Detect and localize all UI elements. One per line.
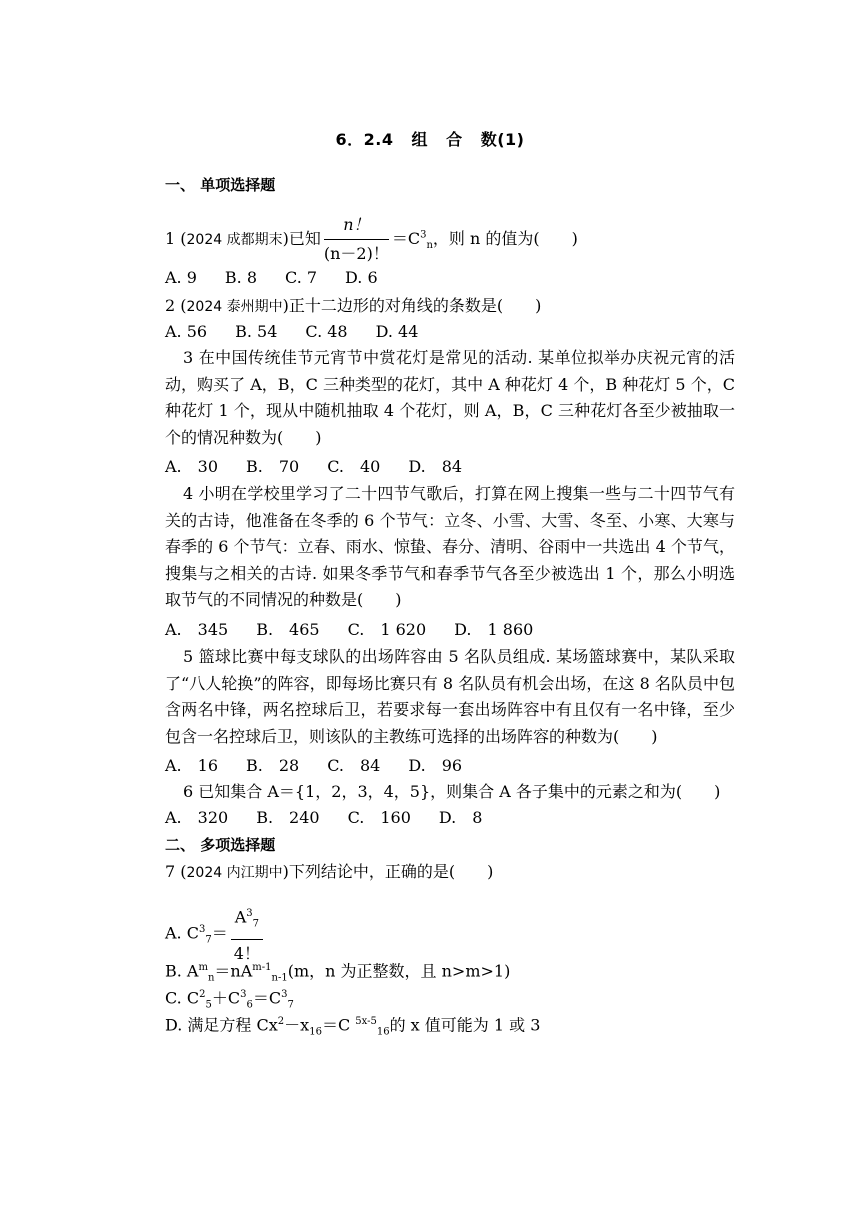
question-source: 2024 内江期中 <box>186 865 283 881</box>
option-c: C. 40 <box>327 457 381 476</box>
question-3-options <box>165 455 735 479</box>
question-7-option-d: D. 满足方程 $Cx^2-x_{16}=C$ $^{5x-5}_{16}$的 x 值可能为 1 或 3 <box>165 1015 541 1038</box>
option-a: A. 320 <box>165 808 229 827</box>
fraction: $\frac{n!}{(n-2)!}$ <box>323 215 389 263</box>
option-b: B. 240 <box>256 808 320 827</box>
question-4-options <box>165 618 735 642</box>
title-word-2: 合 <box>446 130 463 149</box>
question-1-options <box>165 266 735 290</box>
option-b: B. 465 <box>256 620 320 639</box>
question-7-option-c: C. $C^2_5+C^3_6=C^3_7$ <box>165 988 294 1011</box>
option-b: B. 54 <box>235 322 278 341</box>
option-b: B. 28 <box>246 756 300 775</box>
question-7: 7 (2024 内江期中)下列结论中，正确的是( ) <box>165 862 494 881</box>
option-a: A. 16 <box>165 756 219 775</box>
option-a: A. 56 <box>165 322 208 341</box>
question-1: 1 (2024 成都期末)已知 $\frac{n!}{(n-2)!}$ $=C^3_n$，则 n 的值为( ) <box>165 213 735 266</box>
section-heading-single-choice: 一、 单项选择题 <box>165 176 276 194</box>
option-c: C. 48 <box>305 322 348 341</box>
question-7-option-b: B. $A^m_n=nA^{m-1}_{n-1}(m$，n 为正整数，且 n>m>1) <box>165 961 511 984</box>
option-b: B. 8 <box>224 268 258 287</box>
question-7-option-a: A. $C^3_7=$ $\frac{A^3_7}{4!}$ <box>165 902 735 966</box>
question-3: 3 在中国传统佳节元宵节中赏花灯是常见的活动. 某单位拟举办庆祝元宵的活动，购买了 A，B，C 三种类型的花灯，其中 A 种花灯 4 个，B 种花灯 5 个，C 种花灯 1 个，现从中随机抽取 4 个花灯，则 A，B，C 三种花灯各至少被抽取一个的情况种数为( ) <box>165 348 735 447</box>
option-a: A. 345 <box>165 620 229 639</box>
question-6: 6 已知集合 A＝{1，2，3，4，5}，则集合 A 各子集中的元素之和为( ) <box>183 782 721 801</box>
title-number: 6．2.4 <box>335 130 394 149</box>
question-5-options <box>165 754 735 778</box>
option-d: D. 84 <box>408 457 463 476</box>
option-c: C. 84 <box>327 756 381 775</box>
question-source: 2024 成都期末 <box>186 232 283 248</box>
page-title <box>0 127 860 150</box>
title-word-1: 组 <box>411 130 429 149</box>
option-c: C. 7 <box>285 268 318 287</box>
option-d: D. 8 <box>438 808 483 827</box>
option-d: D. 96 <box>408 756 463 775</box>
option-c: C. 160 <box>347 808 411 827</box>
option-b: B. 70 <box>246 457 300 476</box>
fraction: $\frac{A^3_7}{4!}$ <box>231 902 263 966</box>
question-source: 2024 泰州期中 <box>186 299 283 315</box>
section-heading-multiple-choice: 二、 多项选择题 <box>165 836 276 854</box>
option-d: D. 1 860 <box>454 620 534 639</box>
option-d: D. 6 <box>345 268 378 287</box>
question-4: 4 小明在学校里学习了二十四节气歌后，打算在网上搜集一些与二十四节气有关的古诗，他准备在冬季的 6 个节气：立冬、小雪、大雪、冬至、小寒、大寒与春季的 6 个节气：立春、雨水、惊蛰、春分、清明、谷雨中一共选出 4 个节气，搜集与之相关的古诗. 如果冬季节气和春季节气各至少被选出 1 个，那么小明选取节气的不同情况的种数是( ) <box>165 484 735 609</box>
question-6-options <box>165 806 735 830</box>
question-2: 2 (2024 泰州期中)正十二边形的对角线的条数是( ) <box>165 296 542 315</box>
option-c: C. 1 620 <box>347 620 427 639</box>
option-a: A. 30 <box>165 457 219 476</box>
title-word-3: 数(1) <box>480 130 525 149</box>
question-2-options <box>165 320 735 344</box>
option-a: A. 9 <box>165 268 197 287</box>
question-5: 5 篮球比赛中每支球队的出场阵容由 5 名队员组成. 某场篮球赛中，某队采取了“八人轮换”的阵容，即每场比赛只有 8 名队员有机会出场，在这 8 名队员中包含两名中锋，两名控球后卫，若要求每一套出场阵容中有且仅有一名中锋，至少包含一名控球后卫，则该队的主教练可选择的出场阵容的种数为( ) <box>165 647 735 746</box>
option-d: D. 44 <box>375 322 419 341</box>
